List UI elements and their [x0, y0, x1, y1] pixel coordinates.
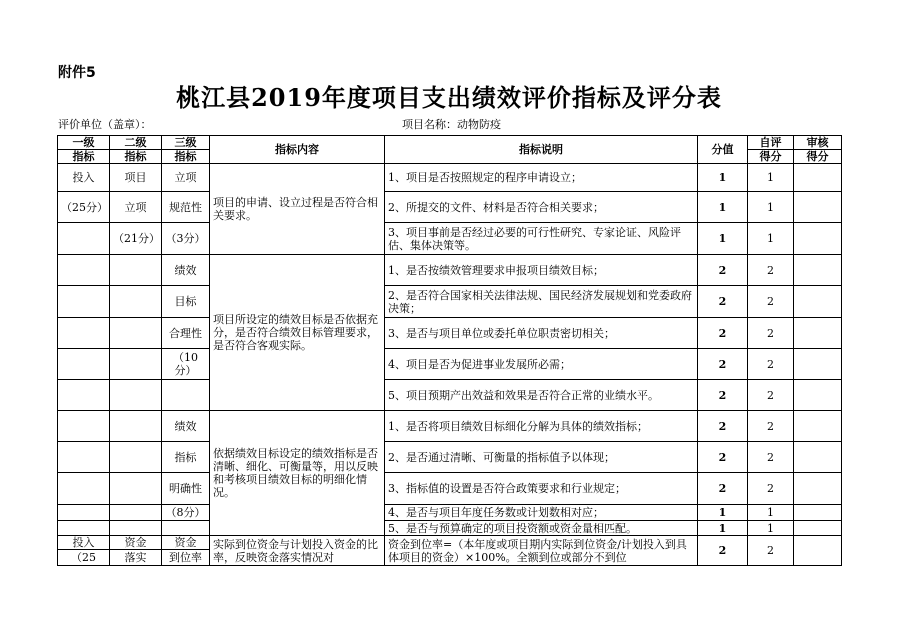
table-row — [58, 505, 842, 521]
level1-cell: （25 — [58, 550, 110, 566]
score-cell: 2 — [698, 318, 748, 349]
self-score-cell: 2 — [748, 286, 794, 318]
audit-score-cell — [794, 380, 842, 411]
score-cell: 2 — [698, 255, 748, 286]
desc-cell: 2、所提交的文件、材料是否符合相关要求； — [385, 192, 698, 223]
desc-cell: 2、是否符合国家相关法律法规、国民经济发展规划和党委政府决策； — [385, 286, 698, 318]
level3-cell: 绩效 — [162, 255, 210, 286]
level2-cell — [110, 349, 162, 380]
score-cell: 2 — [698, 380, 748, 411]
audit-score-cell — [794, 473, 842, 505]
level1-cell — [58, 473, 110, 505]
desc-cell: 4、是否与项目年度任务数或计划数相对应； — [385, 505, 698, 521]
desc-cell: 5、是否与预算确定的项目投资额或资金量相匹配。 — [385, 521, 698, 536]
table-row — [58, 536, 842, 550]
col-level3-b: 指标 — [162, 150, 210, 164]
level3-cell: 规范性 — [162, 192, 210, 223]
level3-cell: 立项 — [162, 164, 210, 192]
attachment-label: 附件5 — [58, 65, 96, 81]
table-row — [58, 521, 842, 536]
col-content: 指标内容 — [210, 136, 385, 164]
content-cell: 依据绩效目标设定的绩效指标是否清晰、细化、可衡量等，用以反映和考核项目绩效目标的明细化情况。 — [210, 411, 385, 536]
level2-cell — [110, 505, 162, 521]
col-desc: 指标说明 — [385, 136, 698, 164]
audit-score-cell — [794, 286, 842, 318]
self-score-cell: 2 — [748, 536, 794, 566]
level1-cell — [58, 318, 110, 349]
content-cell: 实际到位资金与计划投入资金的比率，反映资金落实情况对 — [210, 536, 385, 566]
eval-unit-label: 评价单位（盖章）： — [58, 118, 152, 131]
level1-cell: （25分） — [58, 192, 110, 223]
score-cell: 1 — [698, 505, 748, 521]
level1-cell — [58, 505, 110, 521]
self-score-cell: 1 — [748, 223, 794, 255]
desc-cell: 2、是否通过清晰、可衡量的指标值予以体现； — [385, 442, 698, 473]
self-score-cell: 2 — [748, 318, 794, 349]
level2-cell — [110, 380, 162, 411]
level3-cell: （8分） — [162, 505, 210, 521]
audit-score-cell — [794, 192, 842, 223]
audit-score-cell — [794, 521, 842, 536]
desc-cell: 3、指标值的设置是否符合政策要求和行业规定； — [385, 473, 698, 505]
self-score-cell: 2 — [748, 411, 794, 442]
level3-cell: 指标 — [162, 442, 210, 473]
score-cell: 1 — [698, 192, 748, 223]
level2-cell — [110, 521, 162, 536]
col-audit-b: 得分 — [794, 150, 842, 164]
table-row — [58, 286, 842, 318]
score-cell: 2 — [698, 536, 748, 566]
self-score-cell: 2 — [748, 380, 794, 411]
content-cell: 项目所设定的绩效目标是否依据充分，是否符合绩效目标管理要求，是否符合客观实际。 — [210, 255, 385, 411]
audit-score-cell — [794, 349, 842, 380]
level2-cell — [110, 442, 162, 473]
score-cell: 2 — [698, 442, 748, 473]
level3-cell: 到位率 — [162, 550, 210, 566]
self-score-cell: 2 — [748, 442, 794, 473]
level1-cell — [58, 349, 110, 380]
audit-score-cell — [794, 255, 842, 286]
desc-cell: 3、是否与项目单位或委托单位职责密切相关； — [385, 318, 698, 349]
score-cell: 1 — [698, 521, 748, 536]
level2-cell: （21分） — [110, 223, 162, 255]
score-cell: 1 — [698, 164, 748, 192]
level3-cell: 绩效 — [162, 411, 210, 442]
table-row — [58, 318, 842, 349]
level2-cell: 落实 — [110, 550, 162, 566]
level3-cell: 合理性 — [162, 318, 210, 349]
level2-cell — [110, 286, 162, 318]
table-row — [58, 411, 842, 442]
level1-cell — [58, 223, 110, 255]
level1-cell — [58, 255, 110, 286]
table-row — [58, 473, 842, 505]
level1-cell — [58, 442, 110, 473]
level2-cell — [110, 473, 162, 505]
level1-cell: 投入 — [58, 164, 110, 192]
level3-cell: 资金 — [162, 536, 210, 550]
audit-score-cell — [794, 411, 842, 442]
desc-cell: 1、项目是否按照规定的程序申请设立； — [385, 164, 698, 192]
level2-cell — [110, 255, 162, 286]
level2-cell — [110, 411, 162, 442]
desc-cell: 1、是否按绩效管理要求申报项目绩效目标； — [385, 255, 698, 286]
desc-cell: 资金到位率=（本年度或项目期内实际到位资金/计划投入到具体项目的资金）×100%。全额到位或部分不到位 — [385, 536, 698, 566]
level1-cell — [58, 286, 110, 318]
score-cell: 2 — [698, 411, 748, 442]
level3-cell: 目标 — [162, 286, 210, 318]
header-row — [58, 136, 842, 150]
level3-cell: （3分） — [162, 223, 210, 255]
level3-cell — [162, 521, 210, 536]
col-self: 自评 — [748, 136, 794, 150]
table-row — [58, 442, 842, 473]
level2-cell: 项目 — [110, 164, 162, 192]
level1-cell — [58, 521, 110, 536]
level2-cell: 立项 — [110, 192, 162, 223]
audit-score-cell — [794, 164, 842, 192]
evaluation-table — [57, 135, 842, 566]
level3-cell — [162, 380, 210, 411]
self-score-cell: 1 — [748, 164, 794, 192]
project-name-label: 项目名称：动物防疫 — [402, 118, 501, 131]
level3-cell: （10分） — [162, 349, 210, 380]
level2-cell: 资金 — [110, 536, 162, 550]
col-self-b: 得分 — [748, 150, 794, 164]
page-title: 桃江县2019年度项目支出绩效评价指标及评分表 — [176, 83, 722, 112]
self-score-cell: 2 — [748, 473, 794, 505]
score-cell: 2 — [698, 349, 748, 380]
self-score-cell: 1 — [748, 521, 794, 536]
level1-cell — [58, 380, 110, 411]
col-level3: 三级 — [162, 136, 210, 150]
level1-cell — [58, 411, 110, 442]
desc-cell: 3、项目事前是否经过必要的可行性研究、专家论证、风险评估、集体决策等。 — [385, 223, 698, 255]
level1-cell: 投入 — [58, 536, 110, 550]
table-row — [58, 255, 842, 286]
table-row — [58, 349, 842, 380]
col-level1-b: 指标 — [58, 150, 110, 164]
col-level2: 二级 — [110, 136, 162, 150]
self-score-cell: 2 — [748, 255, 794, 286]
content-cell: 项目的申请、设立过程是否符合相关要求。 — [210, 164, 385, 255]
col-score: 分值 — [698, 136, 748, 164]
table-row — [58, 223, 842, 255]
self-score-cell: 1 — [748, 505, 794, 521]
audit-score-cell — [794, 536, 842, 566]
audit-score-cell — [794, 223, 842, 255]
level3-cell: 明确性 — [162, 473, 210, 505]
desc-cell: 4、项目是否为促进事业发展所必需； — [385, 349, 698, 380]
audit-score-cell — [794, 442, 842, 473]
table-row — [58, 164, 842, 192]
score-cell: 1 — [698, 223, 748, 255]
col-audit: 审核 — [794, 136, 842, 150]
desc-cell: 1、是否将项目绩效目标细化分解为具体的绩效指标； — [385, 411, 698, 442]
audit-score-cell — [794, 505, 842, 521]
table-row — [58, 380, 842, 411]
audit-score-cell — [794, 318, 842, 349]
self-score-cell: 1 — [748, 192, 794, 223]
col-level2-b: 指标 — [110, 150, 162, 164]
desc-cell: 5、项目预期产出效益和效果是否符合正常的业绩水平。 — [385, 380, 698, 411]
score-cell: 2 — [698, 286, 748, 318]
self-score-cell: 2 — [748, 349, 794, 380]
level2-cell — [110, 318, 162, 349]
score-cell: 2 — [698, 473, 748, 505]
col-level1: 一级 — [58, 136, 110, 150]
table-row — [58, 192, 842, 223]
